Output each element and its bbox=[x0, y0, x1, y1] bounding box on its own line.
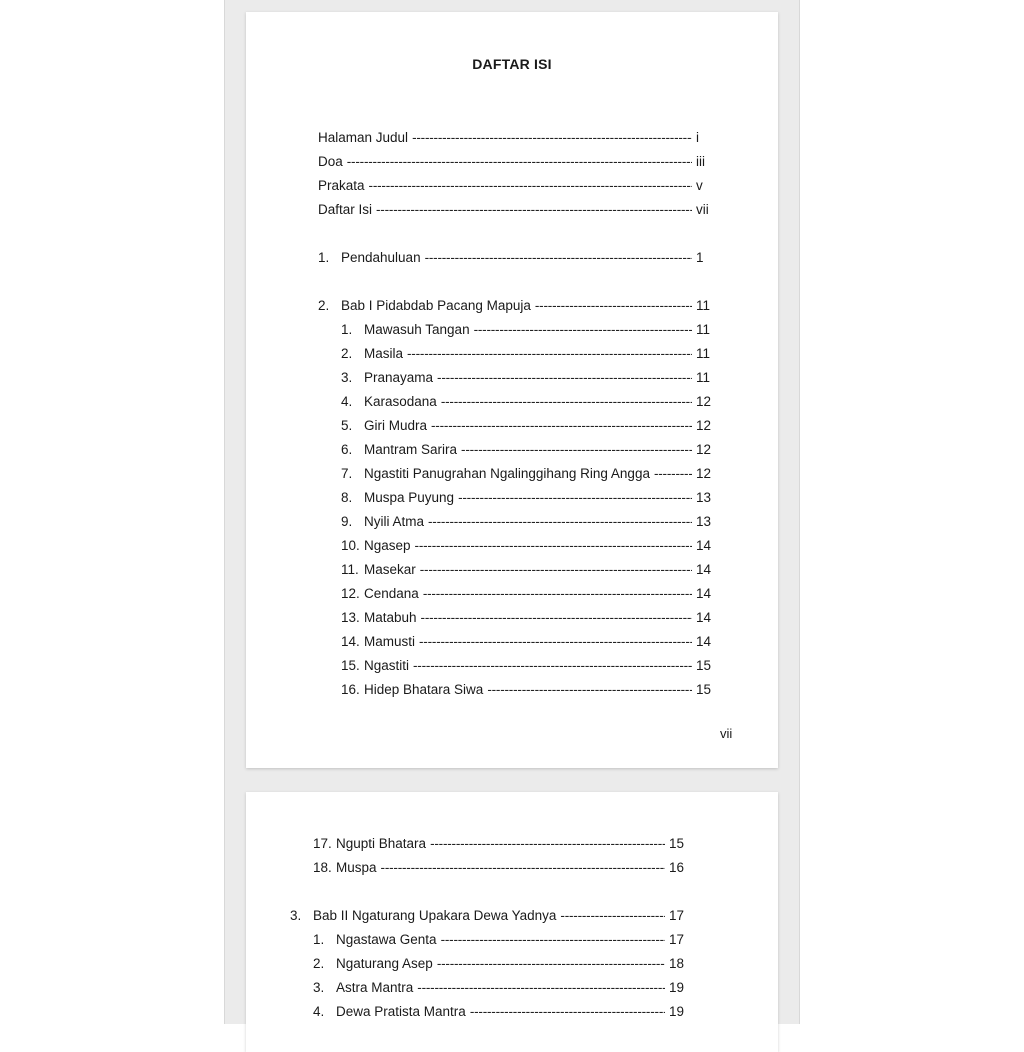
leader-dots bbox=[474, 320, 692, 340]
leader-dots bbox=[376, 200, 692, 220]
toc-subentry: 16. Hidep Bhatara Siwa ----- 15 bbox=[341, 680, 718, 700]
toc-entry-daftar-isi: Daftar Isi ----- vii bbox=[318, 200, 718, 220]
toc-subentry: 4. Dewa Pratista Mantra ----- 19 bbox=[313, 1002, 691, 1022]
leader-dots bbox=[423, 584, 692, 604]
toc-subentry: 17. Ngupti Bhatara ----- 15 bbox=[313, 834, 691, 854]
leader-dots bbox=[458, 488, 692, 508]
leader-dots bbox=[420, 560, 692, 580]
leader-dots bbox=[419, 632, 692, 652]
toc-entry-prakata: Prakata ----- v bbox=[318, 176, 718, 196]
leader-dots bbox=[535, 296, 692, 316]
toc-subentry: 3. Pranayama ----- 11 bbox=[341, 368, 718, 388]
leader-dots bbox=[437, 368, 692, 388]
toc-subentry: 6. Mantram Sarira ----- 12 bbox=[341, 440, 718, 460]
toc-entry-halaman-judul: Halaman Judul ----- i bbox=[318, 128, 718, 148]
leader-dots bbox=[430, 834, 665, 854]
leader-dots bbox=[437, 954, 665, 974]
leader-dots bbox=[441, 930, 665, 950]
leader-dots bbox=[415, 536, 692, 556]
toc-subentry: 12. Cendana ----- 14 bbox=[341, 584, 718, 604]
toc-subentry: 3. Astra Mantra ----- 19 bbox=[313, 978, 691, 998]
toc-subentry: 10. Ngasep ----- 14 bbox=[341, 536, 718, 556]
toc-subentry: 11. Masekar ----- 14 bbox=[341, 560, 718, 580]
toc-subentry: 13. Matabuh ----- 14 bbox=[341, 608, 718, 628]
leader-dots bbox=[412, 128, 692, 148]
leader-dots bbox=[425, 248, 692, 268]
toc-subentry: 5. Giri Mudra ----- 12 bbox=[341, 416, 718, 436]
toc-subentry: 8. Muspa Puyung ----- 13 bbox=[341, 488, 718, 508]
leader-dots bbox=[428, 512, 692, 532]
leader-dots bbox=[654, 464, 692, 484]
leader-dots bbox=[369, 176, 692, 196]
leader-dots bbox=[417, 978, 665, 998]
toc-subentry: 2. Ngaturang Asep ----- 18 bbox=[313, 954, 691, 974]
leader-dots bbox=[407, 344, 692, 364]
leader-dots bbox=[487, 680, 692, 700]
document-page-1 bbox=[246, 12, 778, 768]
page-number: vii bbox=[720, 726, 733, 741]
toc-subentry: 4. Karasodana ----- 12 bbox=[341, 392, 718, 412]
toc-subentry: 1. Ngastawa Genta ----- 17 bbox=[313, 930, 691, 950]
toc-chapter-bab-2: 3. Bab II Ngaturang Upakara Dewa Yadnya ----- 17 bbox=[290, 906, 691, 926]
toc-chapter-pendahuluan: 1. Pendahuluan ----- 1 bbox=[318, 248, 718, 268]
leader-dots bbox=[470, 1002, 665, 1022]
leader-dots bbox=[381, 858, 665, 878]
leader-dots bbox=[560, 906, 665, 926]
leader-dots bbox=[441, 392, 692, 412]
leader-dots bbox=[461, 440, 692, 460]
toc-subentry: 15. Ngastiti ----- 15 bbox=[341, 656, 718, 676]
leader-dots bbox=[413, 656, 692, 676]
leader-dots bbox=[421, 608, 692, 628]
toc-subentry: 2. Masila ----- 11 bbox=[341, 344, 718, 364]
toc-subentry: 14. Mamusti ----- 14 bbox=[341, 632, 718, 652]
toc-chapter-bab-1: 2. Bab I Pidabdab Pacang Mapuja ----- 11 bbox=[318, 296, 718, 316]
toc-subentry: 1. Mawasuh Tangan ----- 11 bbox=[341, 320, 718, 340]
toc-subentry: 18. Muspa ----- 16 bbox=[313, 858, 691, 878]
leader-dots bbox=[431, 416, 692, 436]
toc-subentry: 7. Ngastiti Panugrahan Ngalinggihang Ring Angga ----- 12 bbox=[341, 464, 718, 484]
page-title: DAFTAR ISI bbox=[472, 56, 552, 72]
leader-dots bbox=[347, 152, 692, 172]
toc-subentry: 9. Nyili Atma ----- 13 bbox=[341, 512, 718, 532]
toc-entry-doa: Doa ----- iii bbox=[318, 152, 718, 172]
